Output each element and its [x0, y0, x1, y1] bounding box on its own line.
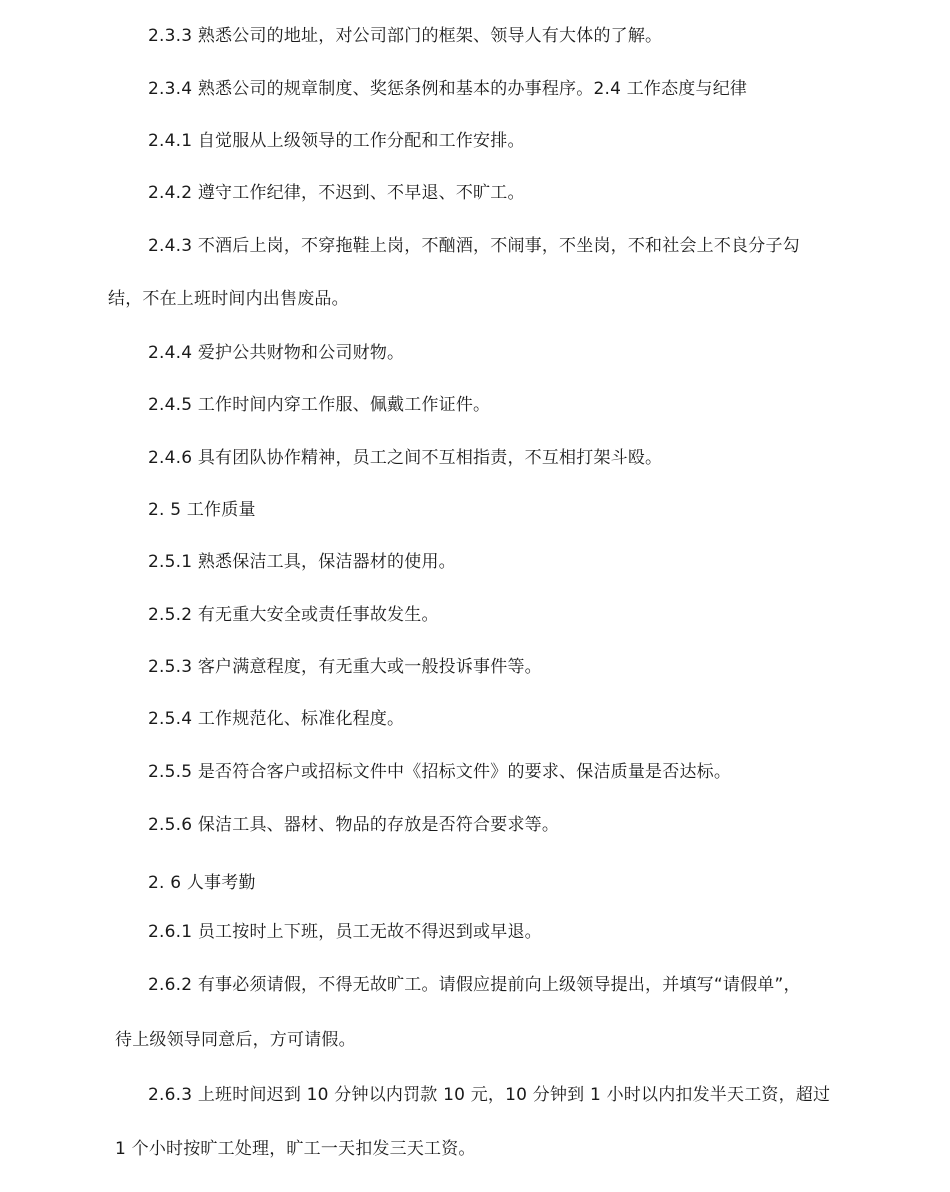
- text-line-2-5-5: 2.5.5 是否符合客户或招标文件中《招标文件》的要求、保洁质量是否达标。: [148, 762, 732, 782]
- text-line-2-5-6: 2.5.6 保洁工具、器材、物品的存放是否符合要求等。: [148, 815, 560, 835]
- text-line-2-4-3: 2.4.3 不酒后上岗，不穿拖鞋上岗，不酗酒，不闹事，不坐岗，不和社会上不良分子勾: [148, 236, 800, 256]
- text-line-2-6-3: 2.6.3 上班时间迟到 10 分钟以内罚款 10 元，10 分钟到 1 小时以内扣发半天工资，超过: [148, 1085, 831, 1105]
- text-line-2-4-4: 2.4.4 爱护公共财物和公司财物。: [148, 343, 405, 363]
- text-line-2-6-2: 2.6.2 有事必须请假，不得无故旷工。请假应提前向上级领导提出，并填写“请假单”，: [148, 975, 801, 995]
- text-line-2-5-4: 2.5.4 工作规范化、标准化程度。: [148, 709, 405, 729]
- text-line-2-4-3-cont: 结，不在上班时间内出售废品。: [108, 289, 349, 309]
- text-line-2-5-2: 2.5.2 有无重大安全或责任事故发生。: [148, 605, 439, 625]
- text-line-2-4-6: 2.4.6 具有团队协作精神，员工之间不互相指责，不互相打架斗殴。: [148, 448, 663, 468]
- section-heading-2-5: 2. 5 工作质量: [148, 500, 256, 520]
- text-line-2-6-2-cont: 待上级领导同意后，方可请假。: [115, 1030, 356, 1050]
- text-line-2-3-4: 2.3.4 熟悉公司的规章制度、奖惩条例和基本的办事程序。2.4 工作态度与纪律: [148, 79, 748, 99]
- text-line-2-5-3: 2.5.3 客户满意程度，有无重大或一般投诉事件等。: [148, 657, 542, 677]
- section-heading-2-6: 2. 6 人事考勤: [148, 873, 256, 893]
- text-line-2-6-1: 2.6.1 员工按时上下班，员工无故不得迟到或早退。: [148, 922, 542, 942]
- text-line-2-4-1: 2.4.1 自觉服从上级领导的工作分配和工作安排。: [148, 131, 525, 151]
- text-line-2-4-5: 2.4.5 工作时间内穿工作服、佩戴工作证件。: [148, 395, 491, 415]
- text-line-2-4-2: 2.4.2 遵守工作纪律，不迟到、不早退、不旷工。: [148, 183, 525, 203]
- text-line-2-6-3-cont: 1 个小时按旷工处理，旷工一天扣发三天工资。: [115, 1139, 476, 1159]
- text-line-2-3-3: 2.3.3 熟悉公司的地址，对公司部门的框架、领导人有大体的了解。: [148, 26, 663, 46]
- text-line-2-5-1: 2.5.1 熟悉保洁工具，保洁器材的使用。: [148, 552, 456, 572]
